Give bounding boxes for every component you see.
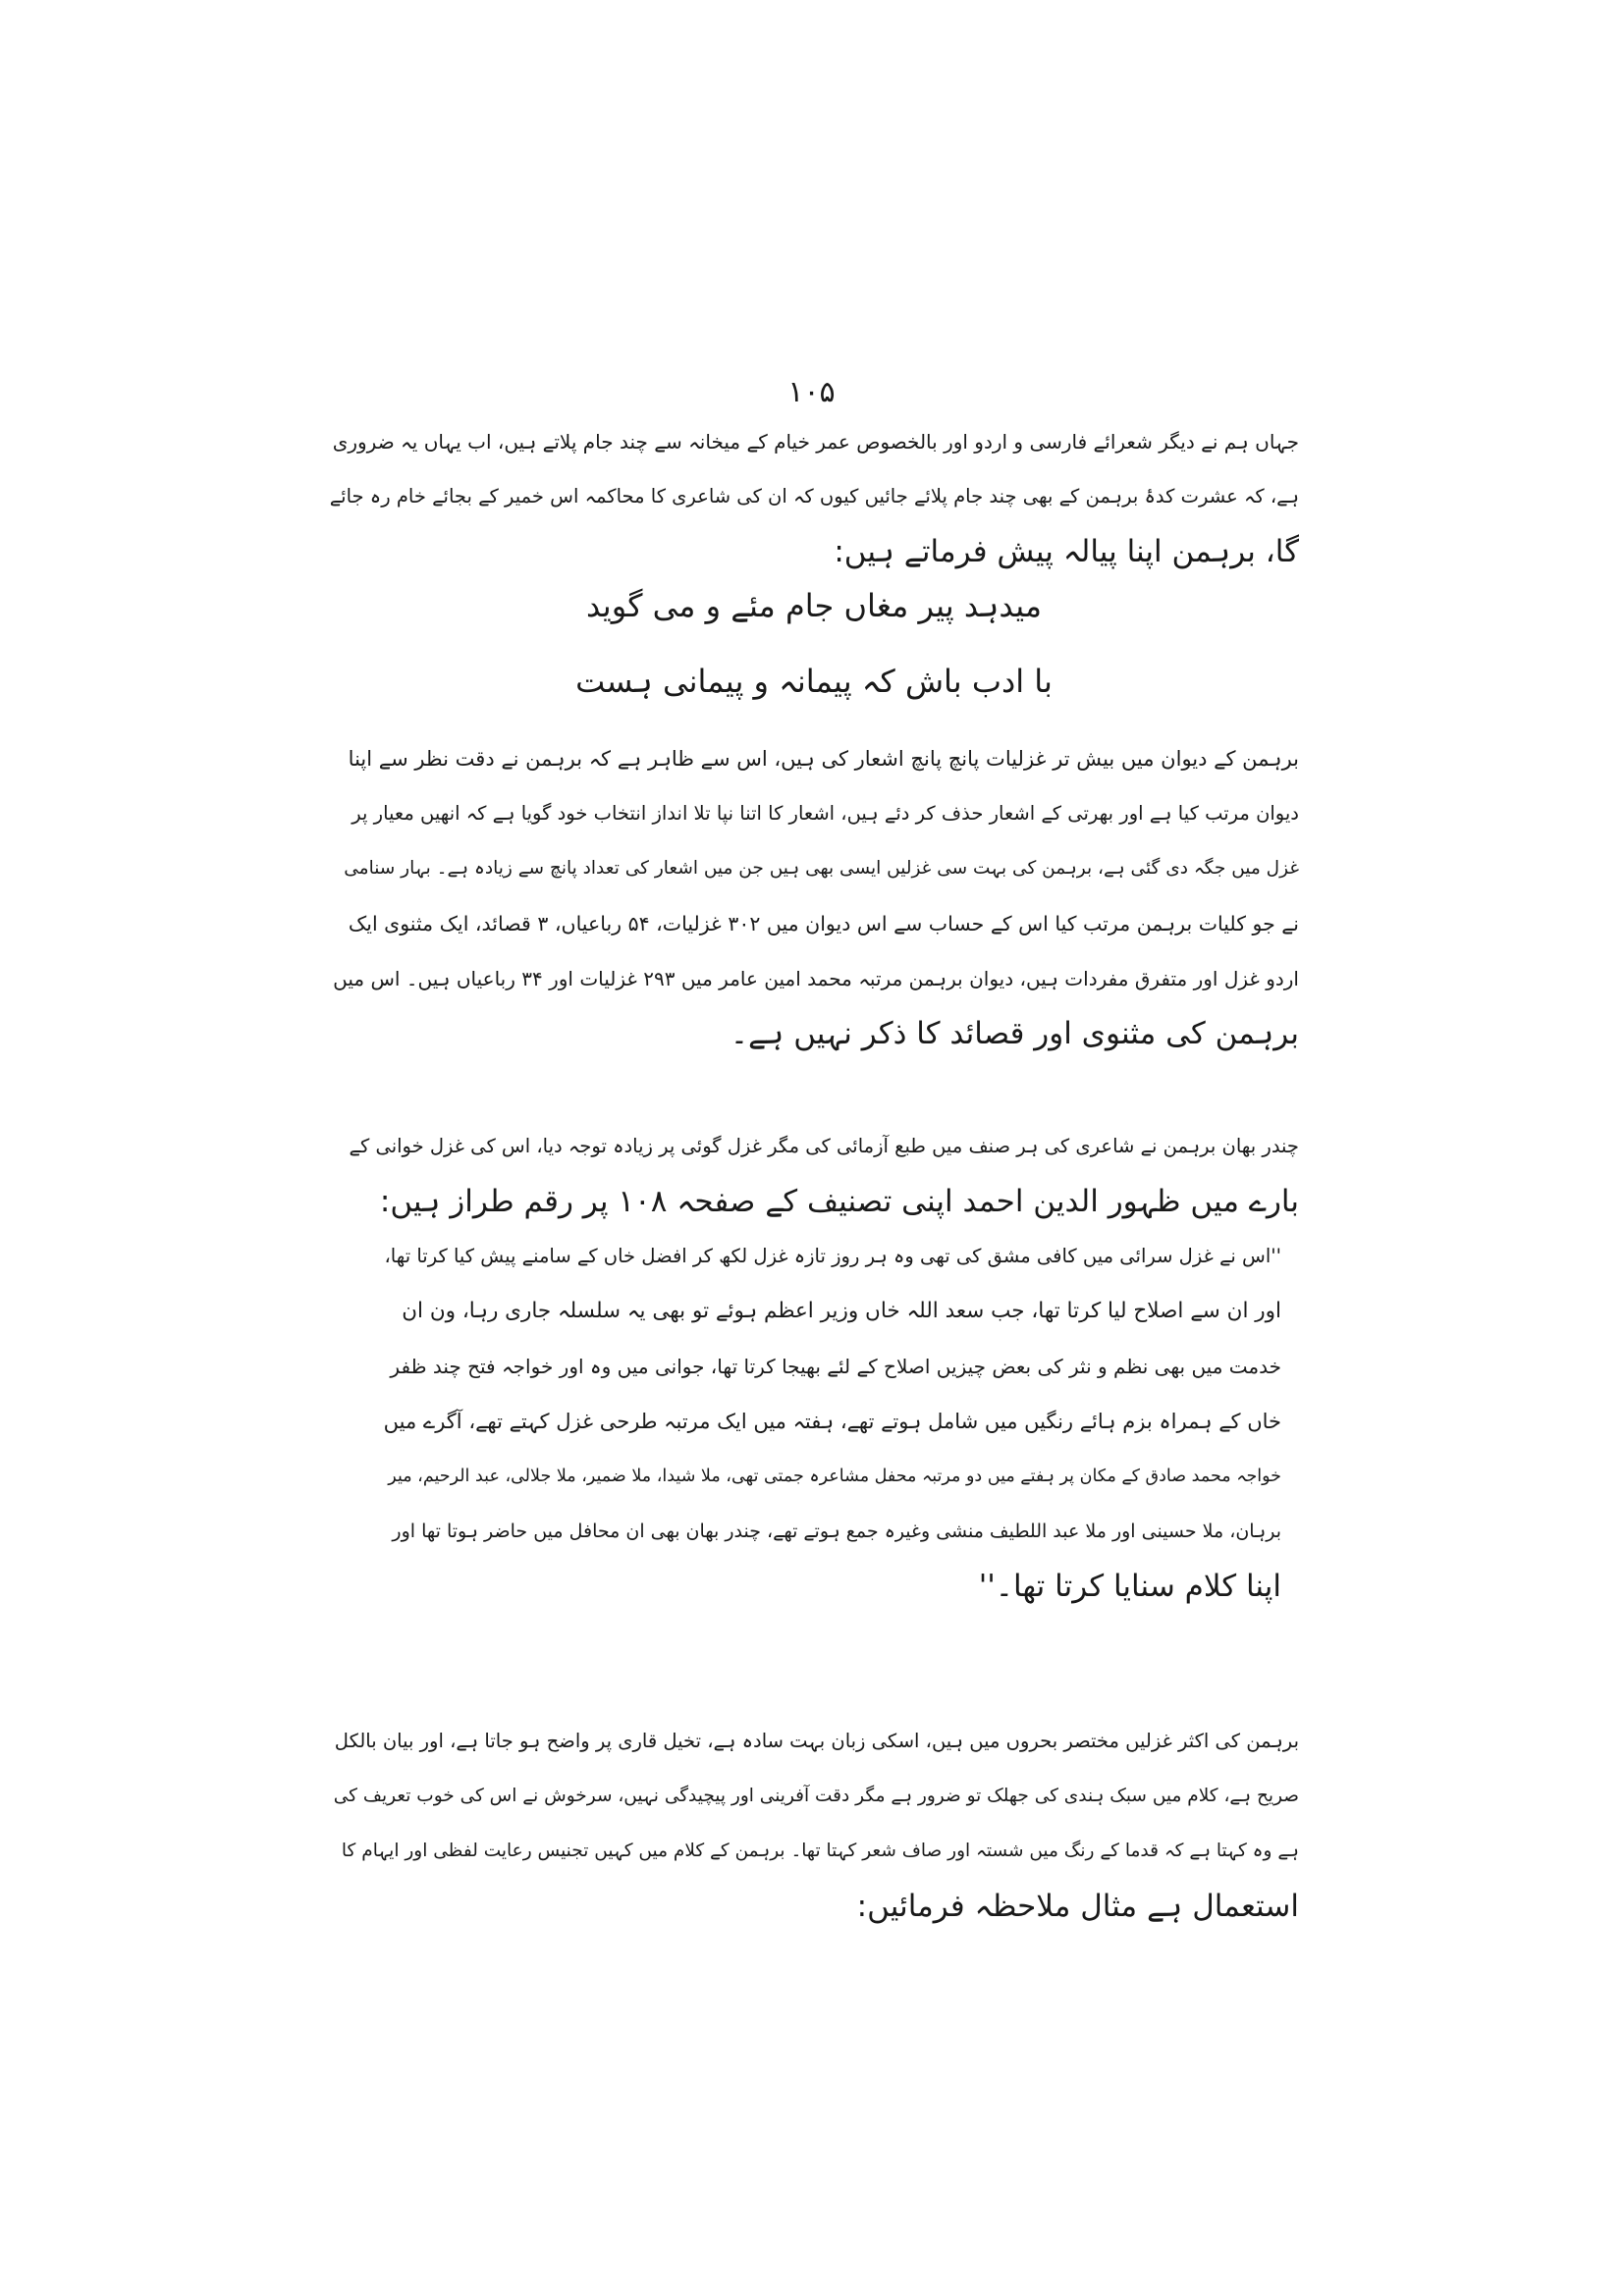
quote-line: برہان، ملا حسینی اور ملا عبد اللطیف منشی وغیرہ جمع ہوتے تھے، چندر بھان بھی ان محافل میں حاضر ہوتا تھا اور — [392, 1521, 1281, 1542]
text-line: برہمن کے دیوان میں بیش تر غزلیات پانچ پانچ اشعار کی ہیں، اس سے ظاہر ہے کہ برہمن نے دقت نظر سے اپنا — [348, 747, 1299, 771]
text-line: غزل میں جگہ دی گئی ہے، برہمن کی بہت سی غزلیں ایسی بھی ہیں جن میں اشعار کی تعداد پانچ سے زیادہ ہے۔ بہار سنامی — [344, 858, 1299, 879]
text-line: استعمال ہے مثال ملاحظہ فرمائیں: — [856, 1889, 1299, 1924]
text-line: ہے وہ کہتا ہے کہ قدما کے رنگ میں شستہ اور صاف شعر کہتا تھا۔ برہمن کے کلام میں کہیں تجنیس رعایت لفظی اور ایہام کا — [341, 1841, 1299, 1861]
text-line: دیوان مرتب کیا ہے اور بھرتی کے اشعار حذف کر دئے ہیں، اشعار کا اتنا نپا تلا انداز انتخاب خود گویا ہے کہ انھیں معیار پر — [352, 802, 1299, 825]
text-line: چندر بھان برہمن نے شاعری کی ہر صنف میں طبع آزمائی کی مگر غزل گوئی پر زیادہ توجہ دیا، اس کی غزل خوانی کے — [349, 1135, 1299, 1157]
verse-line-2: با ادب باش کہ پیمانہ و پیمانی ہست — [575, 663, 1053, 700]
text-line: اردو غزل اور متفرق مفردات ہیں، دیوان برہمن مرتبہ محمد امین عامر میں ۲۹۳ غزلیات اور ۳۴ رباعیاں ہیں۔ اس میں — [333, 967, 1299, 990]
paragraph-diwan — [329, 731, 1299, 1061]
text-line: بارے میں ظہور الدین احمد اپنی تصنیف کے صفحہ ۱۰۸ پر رقم طراز ہیں: — [379, 1184, 1299, 1219]
quote-line: اپنا کلام سنایا کرتا تھا۔'' — [978, 1569, 1281, 1604]
text-line: نے جو کلیات برہمن مرتب کیا اس کے حساب سے اس دیوان میں ۳۰۲ غزلیات، ۵۴ رباعیاں، ۳ قصائد، ایک مثنوی ایک — [348, 912, 1299, 935]
text-line: ہے، کہ عشرت کدۂ برہمن کے بھی چند جام پلائے جائیں کیوں کہ ان کی شاعری کا محاکمہ اس خمیر کے بجائے خام رہ جائے — [329, 485, 1299, 507]
text-line: جہاں ہم نے دیگر شعرائے فارسی و اردو اور بالخصوص عمر خیام کے میخانہ سے چند جام پلاتے ہیں، اب یہاں یہ ضروری — [332, 430, 1299, 454]
paragraph-intro — [329, 414, 1299, 579]
paragraph-ghazal — [329, 1119, 1299, 1229]
quote-line: اور ان سے اصلاح لیا کرتا تھا، جب سعد اللہ خاں وزیر اعظم ہوئے تو بھی یہ سلسلہ جاری رہا، ون ان — [402, 1299, 1281, 1323]
text-line: برہمن کی مثنوی اور قصائد کا ذکر نہیں ہے۔ — [730, 1016, 1299, 1051]
quote-line: خواجہ محمد صادق کے مکان پر ہفتے میں دو مرتبہ محفل مشاعرہ جمتی تھی، ملا شیدا، ملا ضمیر، ملا جلالی، عبد الرحیم، میر — [388, 1467, 1281, 1486]
block-quote — [383, 1229, 1281, 1614]
quote-line: خدمت میں بھی نظم و نثر کی بعض چیزیں اصلاح کے لئے بھیجا کرتا تھا، جوانی میں وہ اور خواجہ فتح چند ظفر — [390, 1355, 1281, 1378]
text-line: صریح ہے، کلام میں سبک ہندی کی جھلک تو ضرور ہے مگر دقت آفرینی اور پیچیدگی نہیں، سرخوش نے اس کی خوب تعریف کی — [333, 1786, 1299, 1806]
page-number: ۱۰۵ — [787, 375, 836, 409]
quote-line: ''اس نے غزل سرائی میں کافی مشق کی تھی وہ ہر روز تازہ غزل لکھ کر افضل خاں کے سامنے پیش کیا کرتا تھا، — [384, 1245, 1281, 1267]
text-line: گا، برہمن اپنا پیالہ پیش فرماتے ہیں: — [834, 534, 1299, 569]
quote-line: خاں کے ہمراہ بزم ہائے رنگیں میں شامل ہوتے تھے، ہفتہ میں ایک مرتبہ طرحی غزل کہتے تھے، آگرے میں — [383, 1410, 1281, 1433]
paragraph-style — [329, 1714, 1299, 1934]
text-line: برہمن کی اکثر غزلیں مختصر بحروں میں ہیں، اسکی زبان بہت سادہ ہے، تخیل قاری پر واضح ہو جاتا ہے، اور بیان بالکل — [334, 1730, 1299, 1752]
verse-line-1: میدہد پیر مغاں جام مئے و می گوید — [585, 587, 1042, 624]
